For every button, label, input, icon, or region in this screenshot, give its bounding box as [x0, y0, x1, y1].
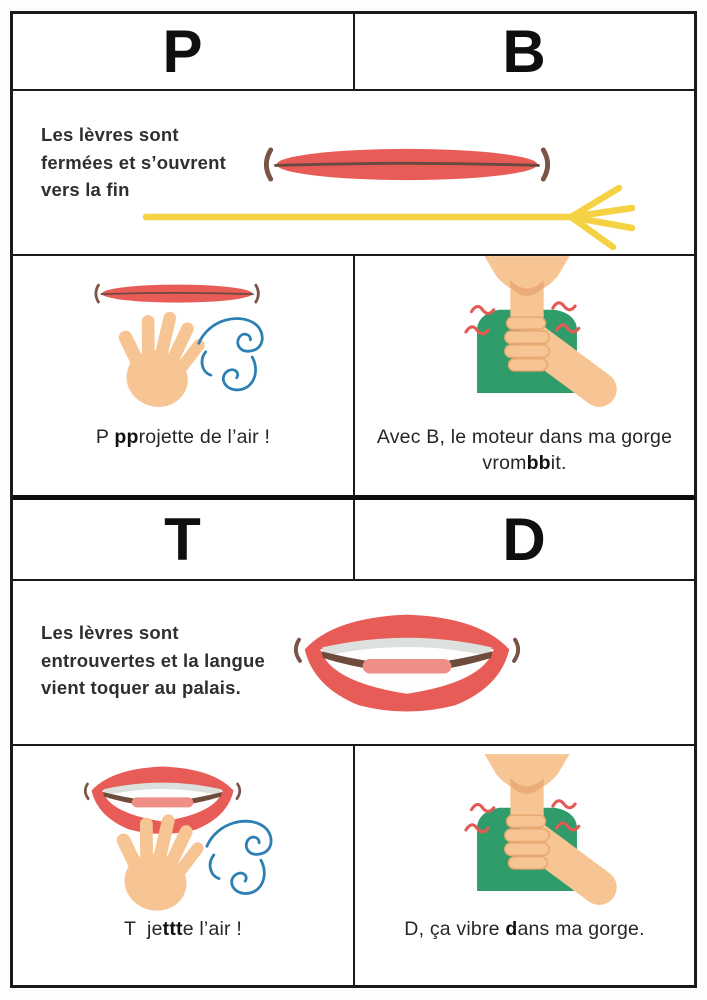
- t-example-caption: T jettte l’air !: [124, 918, 242, 940]
- throat-vibration-illustration: [453, 754, 601, 893]
- d-example-caption: D, ça vibre dans ma gorge.: [404, 918, 645, 940]
- open-mouth-illustration: [291, 605, 523, 713]
- phonics-table: [10, 11, 697, 988]
- td-description-text: [41, 619, 265, 702]
- t-example-cell: [13, 746, 355, 985]
- letter-p-label: P: [162, 18, 204, 85]
- pb-description-cell: [13, 91, 694, 256]
- b-example-caption: Avec B, le moteur dans ma gorge vrombbit.: [376, 426, 678, 474]
- p-example-caption: P pprojette de l’air !: [95, 426, 271, 448]
- letter-b-label: B: [502, 18, 547, 85]
- air-arrow-icon: [141, 183, 641, 251]
- closed-lips-illustration: [261, 145, 553, 184]
- mouth-hand-air-illustration: [69, 758, 299, 914]
- letter-b: [355, 14, 694, 91]
- p-example-cell: [13, 256, 355, 500]
- pb-desc-line1: Les lèvres sont: [41, 124, 179, 145]
- lips-hand-air-illustration: [79, 276, 297, 412]
- letter-d-label: D: [502, 506, 547, 573]
- letter-d: [355, 500, 694, 581]
- letter-p: [13, 14, 355, 91]
- td-desc-line2: entrouvertes et la langue: [41, 649, 265, 671]
- throat-vibration-illustration: [453, 256, 601, 395]
- pb-desc-line3: vers la fin: [41, 179, 130, 200]
- pb-desc-line2: fermées et s’ouvrent: [41, 151, 226, 173]
- d-example-cell: [355, 746, 694, 985]
- letter-t: [13, 500, 355, 581]
- td-description-cell: [13, 581, 694, 746]
- letter-t-label: T: [164, 506, 202, 573]
- td-desc-line1: Les lèvres sont: [41, 622, 179, 643]
- td-desc-line3: vient toquer au palais.: [41, 677, 241, 698]
- b-example-cell: [355, 256, 694, 500]
